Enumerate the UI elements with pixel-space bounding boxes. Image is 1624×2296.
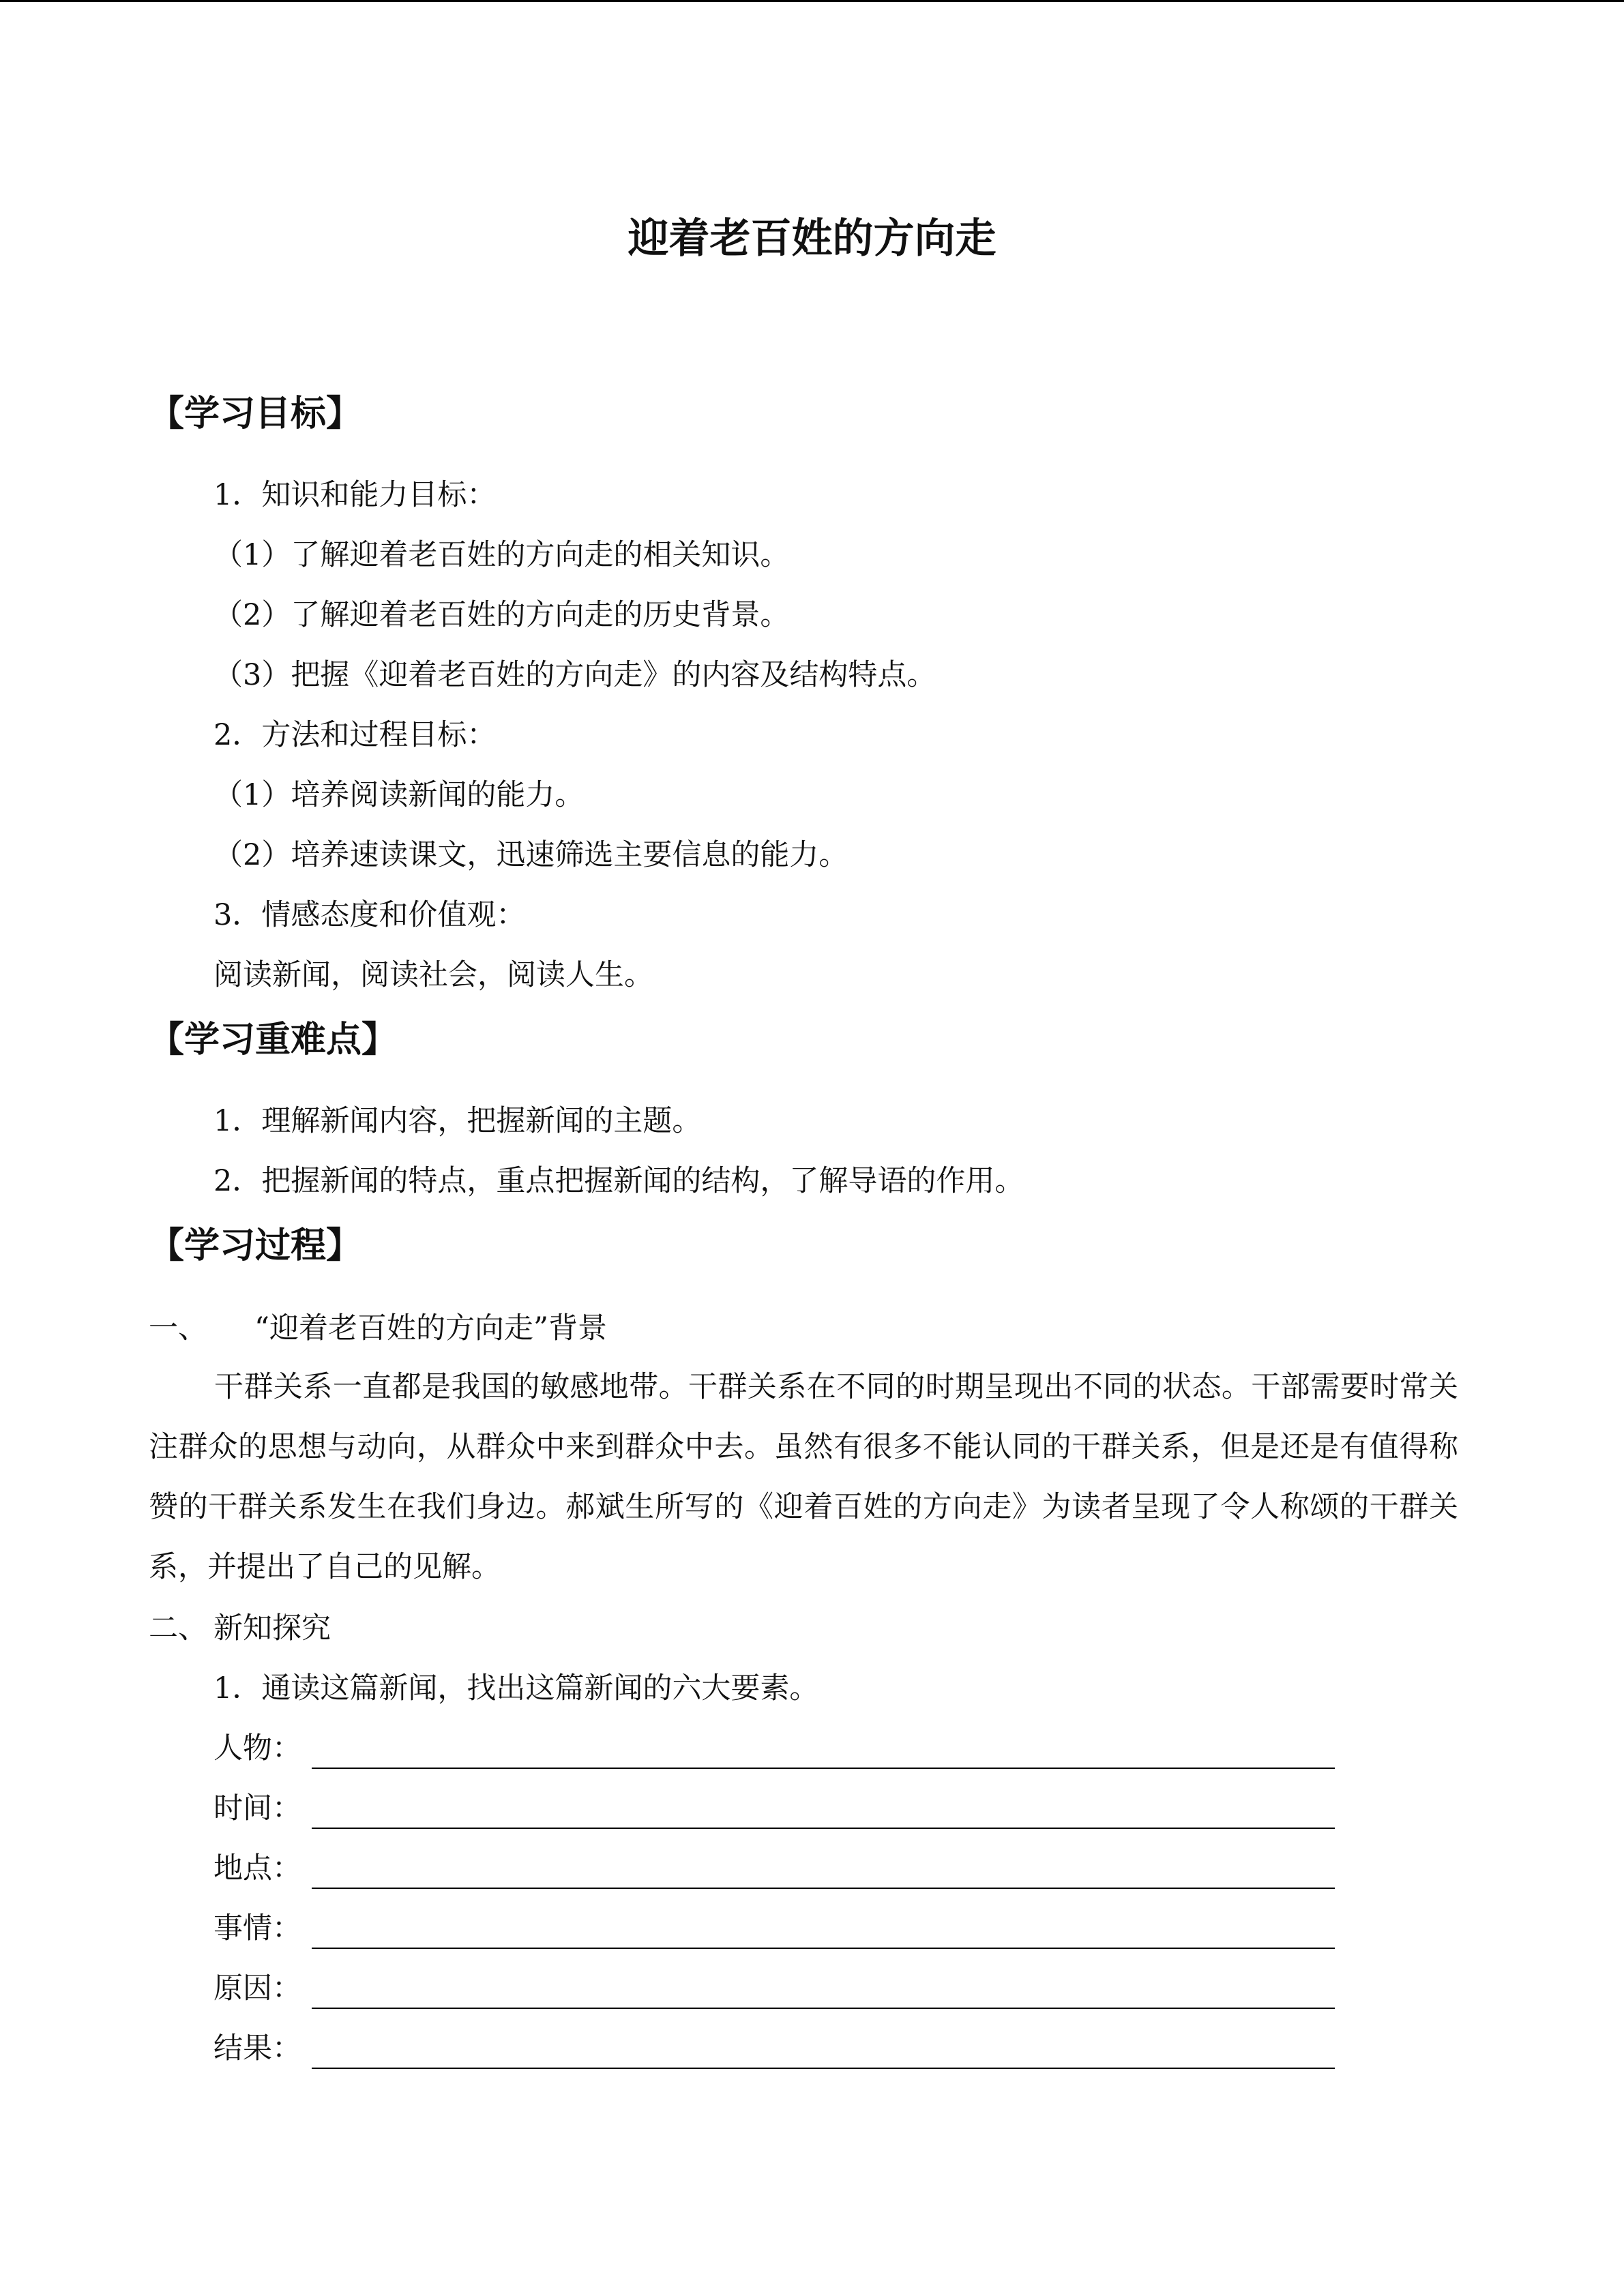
blank-field-event[interactable] [213, 1908, 1332, 1952]
answer-blank-line[interactable] [312, 2008, 1335, 2009]
goal-item: 3．情感态度和价值观： [213, 898, 526, 932]
task-instruction: 1．通读这篇新闻，找出这篇新闻的六大要素。 [213, 1671, 819, 1705]
goal-item: （1）了解迎着老百姓的方向走的相关知识。 [213, 538, 790, 572]
goal-item: （1）培养阅读新闻的能力。 [213, 778, 585, 812]
blank-field-person[interactable] [213, 1728, 1332, 1772]
field-label: 结果： [213, 2031, 301, 2066]
field-label: 人物： [213, 1731, 301, 1765]
blank-field-result[interactable] [213, 2028, 1332, 2072]
answer-blank-line[interactable] [312, 1888, 1335, 1889]
blank-field-place[interactable] [213, 1848, 1332, 1892]
background-paragraph: 干群关系一直都是我国的敏感地带。干群关系在不同的时期呈现出不同的状态。干部需要时常关注群众的思想与动向，从群众中来到群众中去。虽然有很多不能认同的干群关系，但是还是有值得称赞的干群关系发生在我们身边。郝斌生所写的《迎着百姓的方向走》为读者呈现了令人称颂的干群关系，并提出了自己的见解。 [149, 1370, 1458, 1584]
key-point-item: 1．理解新闻内容，把握新闻的主题。 [213, 1104, 702, 1138]
section-number: 一、 [149, 1311, 207, 1345]
goal-item: （2）了解迎着老百姓的方向走的历史背景。 [213, 598, 790, 632]
answer-blank-line[interactable] [312, 2068, 1335, 2069]
section-two-heading [149, 1608, 331, 1649]
answer-blank-line[interactable] [312, 1768, 1335, 1769]
document-title: 迎着老百姓的方向走 [628, 215, 996, 263]
section-title: 新知探究 [213, 1611, 331, 1645]
field-label: 时间： [213, 1791, 301, 1825]
answer-blank-line[interactable] [312, 1828, 1335, 1829]
goal-item: （3）把握《迎着老百姓的方向走》的内容及结构特点。 [213, 658, 936, 692]
goal-item: 2．方法和过程目标： [213, 718, 497, 752]
section-number: 二、 [149, 1611, 207, 1645]
blank-field-time[interactable] [213, 1788, 1332, 1832]
field-label: 地点： [213, 1851, 301, 1885]
goals-heading: 【学习目标】 [149, 393, 362, 434]
field-label: 原因： [213, 1971, 301, 2006]
process-heading: 【学习过程】 [149, 1225, 362, 1266]
section-one-heading [149, 1308, 607, 1349]
goal-item: （2）培养速读课文，迅速筛选主要信息的能力。 [213, 838, 848, 872]
section-title: “迎着老百姓的方向走”背景 [254, 1311, 607, 1345]
goal-item: 1．知识和能力目标： [213, 478, 497, 512]
blank-field-cause[interactable] [213, 1968, 1332, 2012]
key-points-heading: 【学习重难点】 [149, 1019, 398, 1060]
goal-item: 阅读新闻，阅读社会，阅读人生。 [213, 958, 653, 992]
key-point-item: 2．把握新闻的特点，重点把握新闻的结构，了解导语的作用。 [213, 1164, 1024, 1198]
answer-blank-line[interactable] [312, 1948, 1335, 1949]
field-label: 事情： [213, 1911, 301, 1945]
